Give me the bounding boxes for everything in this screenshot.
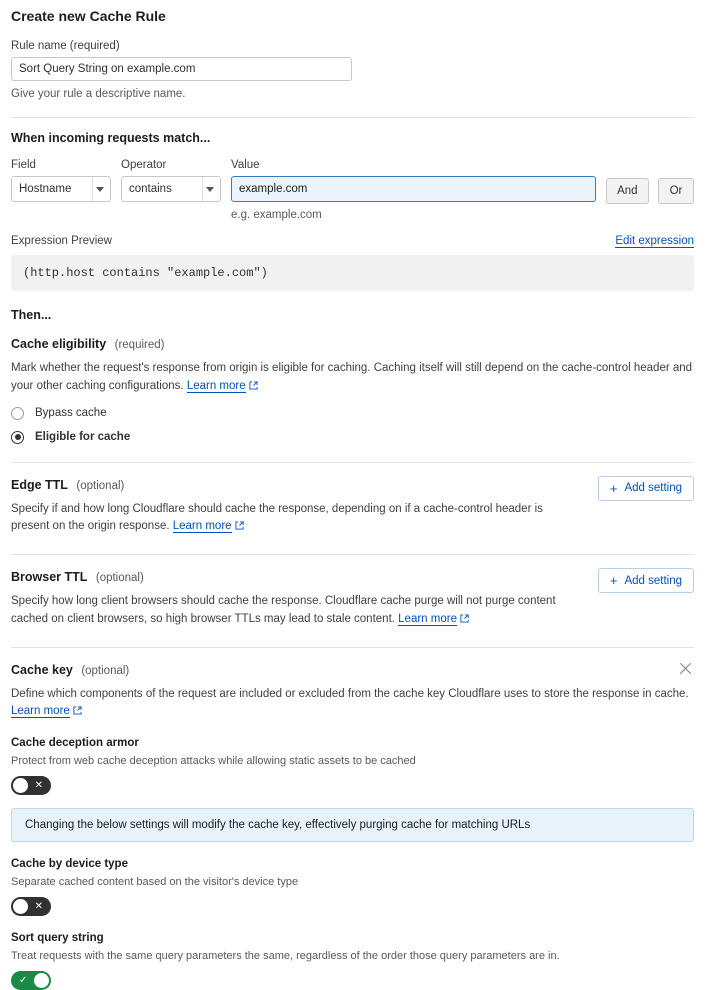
browser-ttl-description-text: Specify how long client browsers should cache the response. Cloudflare cache purge will not purge content cached on client browsers, so high browser TTLs may lead to stale content. xyxy=(11,595,556,625)
match-section-title: When incoming requests match... xyxy=(11,130,211,145)
cache-key-optional: (optional) xyxy=(81,664,130,677)
sort-query-string-toggle[interactable] xyxy=(11,971,51,990)
cache-deception-armor-title: Cache deception armor xyxy=(11,737,139,750)
rule-name-label: Rule name (required) xyxy=(11,40,120,52)
and-button[interactable]: And xyxy=(606,178,648,204)
plus-icon: + xyxy=(609,480,618,496)
cache-deception-armor-description: Protect from web cache deception attacks while allowing static assets to be cached xyxy=(11,755,416,768)
field-label: Field xyxy=(11,158,36,171)
then-label: Then... xyxy=(11,308,52,323)
browser-ttl-heading xyxy=(11,568,571,586)
field-select[interactable] xyxy=(11,176,111,202)
value-label: Value xyxy=(231,158,260,171)
edge-ttl-text xyxy=(11,476,571,537)
external-link-icon xyxy=(460,612,469,629)
radio-bypass-cache[interactable] xyxy=(11,407,694,420)
value-group xyxy=(231,159,596,224)
match-row xyxy=(11,159,694,224)
radio-eligible-for-cache[interactable] xyxy=(11,431,694,444)
cache-key-description-text: Define which components of the request are included or excluded from the cache key Cloudflare uses to store the response in cache. xyxy=(11,687,689,700)
operator-select[interactable] xyxy=(121,176,221,202)
rule-name-input[interactable] xyxy=(11,57,352,81)
edge-ttl-heading xyxy=(11,476,571,494)
toggle-off-icon: ✕ xyxy=(34,779,43,791)
or-button[interactable]: Or xyxy=(658,178,694,204)
cache-by-device-type-title: Cache by device type xyxy=(11,858,128,871)
edge-ttl-add-setting-button[interactable] xyxy=(598,476,694,501)
cache-eligibility-heading xyxy=(11,335,694,353)
toggle-knob xyxy=(34,973,49,988)
browser-ttl-add-setting-label: Add setting xyxy=(624,574,682,587)
chevron-down-icon xyxy=(96,187,104,192)
expression-label: Expression Preview xyxy=(11,235,112,248)
radio-eligible-for-cache-label: Eligible for cache xyxy=(35,431,131,444)
external-link-icon xyxy=(235,519,244,536)
cache-by-device-type-toggle[interactable] xyxy=(11,897,51,916)
field-select-value: Hostname xyxy=(19,182,72,195)
expression-preview-box: (http.host contains "example.com") xyxy=(11,255,694,291)
rule-name-group xyxy=(11,40,694,103)
radio-bypass-cache-label: Bypass cache xyxy=(35,407,107,420)
cache-key-notice: Changing the below settings will modify the cache key, effectively purging cache for matching URLs xyxy=(11,808,694,842)
cache-eligibility-section xyxy=(11,335,694,444)
sort-query-string-description: Treat requests with the same query parameters the same, regardless of the order those query parameters are in. xyxy=(11,950,560,963)
sort-query-string-title: Sort query string xyxy=(11,932,104,945)
edge-ttl-title: Edge TTL xyxy=(11,477,68,492)
close-icon[interactable] xyxy=(678,661,694,677)
field-select-divider xyxy=(92,177,93,201)
browser-ttl-title: Browser TTL xyxy=(11,570,88,585)
plus-icon: + xyxy=(609,573,618,589)
cache-key-header xyxy=(11,661,694,679)
chevron-down-icon xyxy=(206,187,214,192)
field-group xyxy=(11,159,111,202)
value-helper: e.g. example.com xyxy=(231,208,322,221)
radio-eligible-for-cache-indicator xyxy=(11,431,24,444)
cache-by-device-type-description: Separate cached content based on the visitor's device type xyxy=(11,876,299,889)
logic-buttons xyxy=(606,159,694,204)
edge-ttl-description-text: Specify if and how long Cloudflare should cache the response, depending on if a cache-control header is present on the origin response. xyxy=(11,502,543,533)
cache-key-section xyxy=(11,661,694,990)
value-input[interactable] xyxy=(231,176,596,202)
edge-ttl-description xyxy=(11,501,571,537)
divider xyxy=(11,462,694,463)
operator-select-divider xyxy=(202,177,203,201)
toggle-knob xyxy=(13,899,28,914)
cache-eligibility-description-text: Mark whether the request's response from origin is eligible for caching. Caching itself will still depend on the cache-control header and your other caching configurations. xyxy=(11,362,693,392)
browser-ttl-add-setting-button[interactable] xyxy=(598,568,694,593)
edge-ttl-section xyxy=(11,476,694,537)
toggle-off-icon: ✕ xyxy=(34,900,43,912)
edge-ttl-learn-more-link[interactable]: Learn more xyxy=(172,520,232,533)
cache-eligibility-required: (required) xyxy=(114,339,165,352)
radio-bypass-cache-indicator xyxy=(11,407,24,420)
cache-key-description xyxy=(11,686,694,722)
browser-ttl-optional: (optional) xyxy=(95,572,144,585)
edge-ttl-add-setting-label: Add setting xyxy=(624,482,682,495)
operator-select-value: contains xyxy=(129,182,172,195)
rule-name-helper: Give your rule a descriptive name. xyxy=(11,88,186,100)
cache-key-learn-more-link[interactable]: Learn more xyxy=(11,705,70,718)
divider xyxy=(11,117,694,118)
operator-group xyxy=(121,159,221,202)
page-title: Create new Cache Rule xyxy=(11,8,166,24)
browser-ttl-learn-more-link[interactable]: Learn more xyxy=(398,612,457,625)
cache-deception-armor-toggle[interactable] xyxy=(11,776,51,795)
cache-eligibility-title: Cache eligibility xyxy=(11,337,107,352)
external-link-icon xyxy=(249,379,258,396)
edge-ttl-optional: (optional) xyxy=(76,479,125,492)
browser-ttl-section xyxy=(11,568,694,629)
toggle-knob xyxy=(13,778,28,793)
divider xyxy=(11,554,694,555)
browser-ttl-text xyxy=(11,568,571,629)
external-link-icon xyxy=(73,704,82,721)
cache-eligibility-learn-more-link[interactable]: Learn more xyxy=(186,379,246,392)
cache-key-heading xyxy=(11,661,129,679)
cache-key-title: Cache key xyxy=(11,662,73,677)
toggle-on-icon: ✓ xyxy=(19,974,28,986)
operator-label: Operator xyxy=(121,158,167,171)
browser-ttl-description xyxy=(11,593,571,629)
divider xyxy=(11,647,694,648)
cache-eligibility-description xyxy=(11,360,694,396)
expression-preview-group xyxy=(11,235,694,291)
edit-expression-link[interactable]: Edit expression xyxy=(615,235,694,248)
expression-header xyxy=(11,235,694,248)
